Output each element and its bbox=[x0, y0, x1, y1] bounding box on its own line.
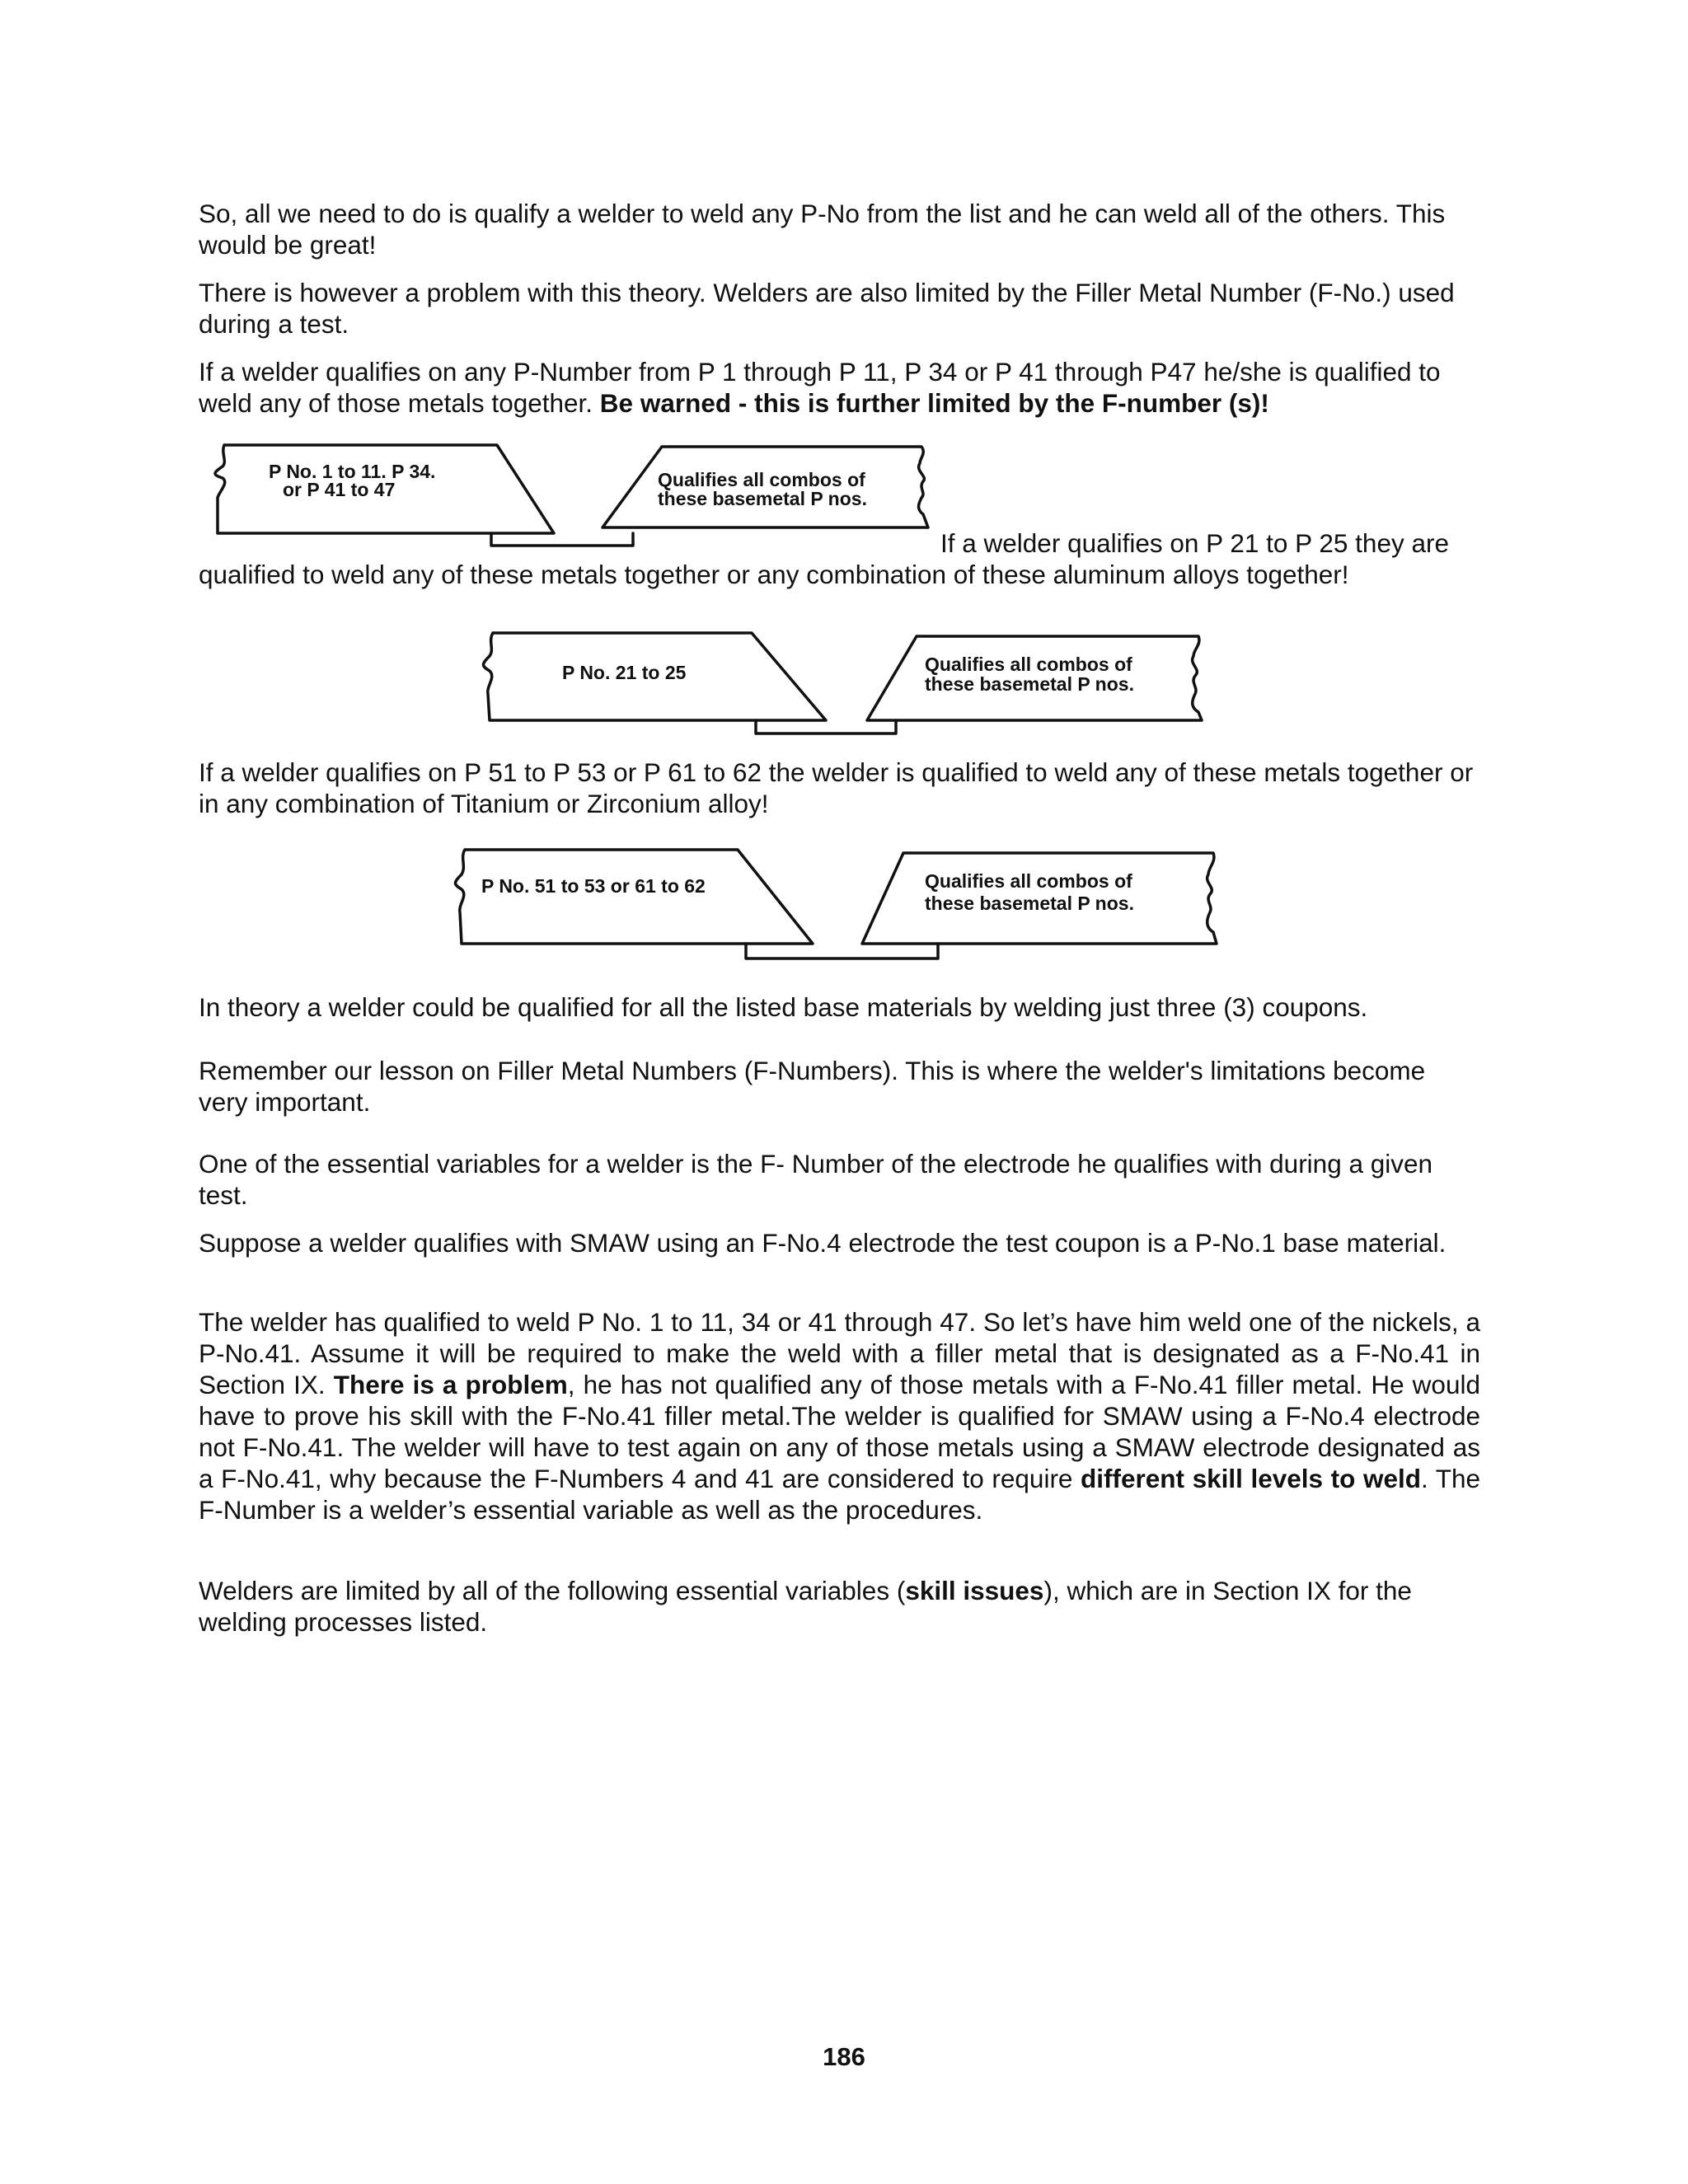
paragraph-text: . The F-Number is a welder’s essential variable as well as the procedures. bbox=[199, 1464, 1480, 1525]
diagram-left-label-1: P No. 21 to 25 bbox=[562, 662, 687, 683]
paragraph-f-numbers: Remember our lesson on Filler Metal Numbers (F-Numbers). This is where the welder's limitations become very important. bbox=[199, 1056, 1426, 1117]
paragraph-p-number-range bbox=[199, 356, 1480, 419]
paragraph-text: , he has not qualified any of those metals with a F-No.41 filler metal. He would have to prove his skill with the F-No.41 filler metal.The welder is qualified for SMAW using a F-No.4 electrode not F-No.41. The welder will have to test again on any of those metals using a SMAW electrode designated as a F-No.41, why because the F-Numbers 4 and 41 are considered to require bbox=[199, 1370, 1480, 1493]
paragraph-text: The welder has qualified to weld P No. 1 to 11, 34 or 41 through 47. So let’s have him weld one of the nickels, a P-No.41. Assume it will be required to make the weld with a filler metal that is designated as a F-No.41 in Section IX. bbox=[199, 1307, 1480, 1399]
joint-diagram-3 bbox=[453, 845, 1224, 956]
paragraph-text: If a welder qualifies on any P-Number from P 1 through P 11, P 34 or P 41 through P47 he/she is qualified to weld any of those metals together. bbox=[199, 357, 1441, 418]
diagram-left-label-2: or P 41 to 47 bbox=[283, 479, 396, 500]
diagram-right-label-2: these basemetal P nos. bbox=[925, 893, 1134, 914]
diagram-right-label-2: these basemetal P nos. bbox=[925, 673, 1134, 695]
paragraph-problem: There is however a problem with this theory. Welders are also limited by the Filler Metal Number (F-No.) used during a test. bbox=[199, 278, 1455, 339]
diagram-right-label-1: Qualifies all combos of bbox=[658, 469, 865, 490]
diagram-right-label-2: these basemetal P nos. bbox=[658, 488, 867, 509]
paragraph-intro: So, all we need to do is qualify a welder to weld any P-No from the list and he can weld all of the others. This would be great! bbox=[199, 199, 1446, 260]
left-plate bbox=[456, 850, 814, 944]
emphasis-skill-levels: different skill levels to weld bbox=[1081, 1464, 1421, 1493]
paragraph-three-coupons: In theory a welder could be qualified for all the listed base materials by welding just three (3) coupons. bbox=[199, 992, 1368, 1022]
joint-diagram-2 bbox=[480, 628, 1205, 731]
paragraph-essential-variable: One of the essential variables for a welder is the F- Number of the electrode he qualifies with during a given test. bbox=[199, 1149, 1433, 1210]
emphasis-skill-issues: skill issues bbox=[905, 1576, 1044, 1605]
diagram-left-label-1: P No. 51 to 53 or 61 to 62 bbox=[481, 875, 706, 897]
warning-text: Be warned - this is further limited by the F-number (s)! bbox=[599, 388, 1269, 418]
diagram-left-label-1: P No. 1 to 11. P 34. bbox=[269, 461, 436, 482]
joint-diagram-1 bbox=[213, 438, 938, 541]
page-number: 186 bbox=[823, 2042, 865, 2071]
paragraph-smaw-example: Suppose a welder qualifies with SMAW using an F-No.4 electrode the test coupon is a P-No.1 base material. bbox=[199, 1228, 1447, 1258]
paragraph-text: ), which are in Section IX for the welding processes listed. bbox=[199, 1576, 1412, 1637]
paragraph-limitations bbox=[199, 1575, 1480, 1638]
paragraph-text: Welders are limited by all of the following essential variables ( bbox=[199, 1576, 906, 1605]
paragraph-aluminum: If a welder qualifies on P 21 to P 25 they are qualified to weld any of these metals together or any combination of these aluminum alloys together! bbox=[199, 528, 1449, 589]
paragraph-nickel-example bbox=[199, 1306, 1480, 1526]
diagram-right-label-1: Qualifies all combos of bbox=[925, 870, 1132, 892]
emphasis-problem: There is a problem bbox=[333, 1370, 568, 1399]
paragraph-titanium: If a welder qualifies on P 51 to P 53 or P 61 to 62 the welder is qualified to weld any of these metals together or in any combination of Titanium or Zirconium alloy! bbox=[199, 757, 1474, 818]
backing-strip bbox=[756, 720, 896, 733]
backing-strip bbox=[746, 944, 938, 958]
diagram-right-label-1: Qualifies all combos of bbox=[925, 654, 1132, 675]
